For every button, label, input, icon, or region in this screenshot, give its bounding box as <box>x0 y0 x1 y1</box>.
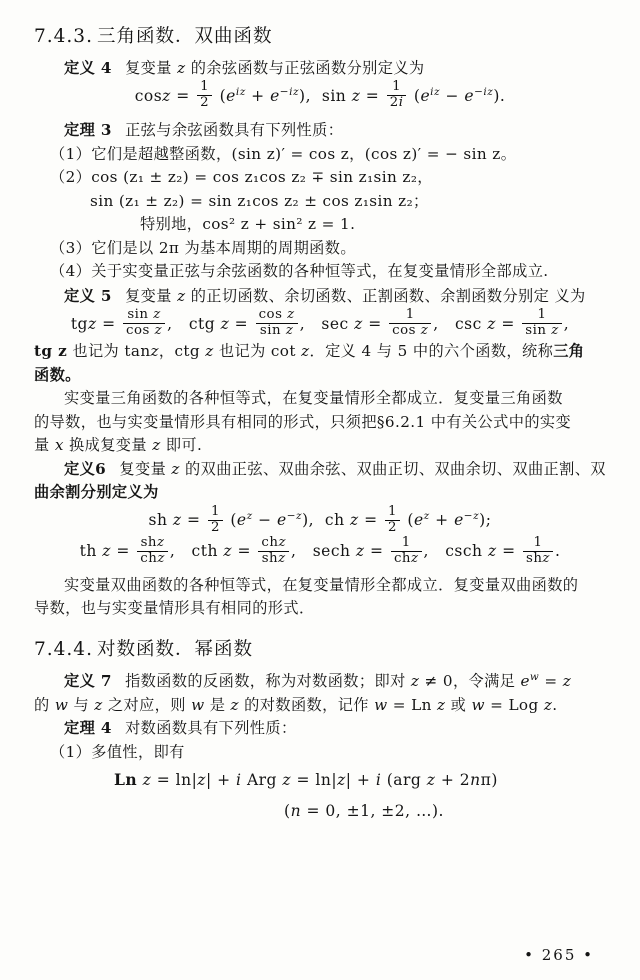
theorem-4-formula-1: Ln z = ln|z| + i Arg z = ln|z| + i (arg z + 2nπ) <box>114 770 498 790</box>
paragraph-1-line-a: 实变量三角函数的各种恒等式，在复变量情形全都成立．复变量三角函数 <box>64 389 563 408</box>
theorem-3-item-2c: 特别地，cos² z + sin² z = 1. <box>140 215 356 234</box>
theorem-3-item-2a: （2）cos (z₁ ± z₂) = cos z₁cos z₂ ∓ sin z₁sin z₂， <box>50 168 433 187</box>
theorem-3-item-4: （4）关于实变量正弦与余弦函数的各种恒等式，在复变量情形全部成立. <box>50 262 549 281</box>
definition-5-formula: tgz = $\frac{\text{sin z}}{\text{cos z}}$ , ctg z = $\frac{\text{cos z}}{\text{sin z}}$ , sec z = $\frac{1}{\text{cos z}}$ , csc z = $\frac{1}{\text{sin z}}$ , <box>70 307 570 339</box>
theorem-4-item-1: （1）多值性，即有 <box>50 742 185 761</box>
section-title-743: 三角函数．双曲函数 <box>96 26 273 47</box>
theorem-3-item-3: （3）它们是以 2π 为基本周期的周期函数。 <box>50 238 356 257</box>
definition-7-text-a: 指数函数的反函数，称为对数函数；即对 z ≠ 0，令满足 $e^w = z$ <box>125 671 572 691</box>
paragraph-1-line-c: 量 x 换成复变量 z 即可. <box>34 436 203 455</box>
paragraph-2-line-b: 导数，也与实变量情形具有相同的形式． <box>34 599 315 618</box>
definition-6-intro <box>64 458 606 482</box>
definition-6-formula-1: sh z = $\frac{1}{2}$ $(e^z - e^{-z})$, ch z = $\frac{1}{2}$ $(e^z + e^{-z})$; <box>148 503 492 535</box>
definition-4-text: 复变量 z 的余弦函数与正弦函数分别定义为 <box>125 59 425 77</box>
definition-5-intro <box>64 284 606 309</box>
definition-4-label: 定义 4 <box>64 59 112 77</box>
definition-5-note-b: 函数。 <box>34 365 81 384</box>
section-heading-743 <box>34 22 606 48</box>
definition-5-label: 定义 5 <box>64 287 112 306</box>
theorem-3-label: 定理 3 <box>64 121 112 140</box>
theorem-4-intro <box>64 717 606 741</box>
definition-4-intro <box>64 56 606 81</box>
definition-6-text-b: 曲余割分别定义为 <box>34 483 159 502</box>
theorem-3-item-2b: sin (z₁ ± z₂) = sin z₁cos z₂ ± cos z₁sin z₂； <box>90 191 429 210</box>
theorem-4-label: 定理 4 <box>64 719 112 738</box>
section-title-744: 对数函数．幂函数 <box>96 639 253 660</box>
page-number: • 265 • <box>524 946 594 964</box>
paragraph-1-line-b: 的导数，也与实变量情形具有相同的形式，只须把§6.2.1 中有关公式中的实变 <box>34 412 572 431</box>
section-heading-744 <box>34 635 606 661</box>
definition-6-label: 定义6 <box>64 459 107 478</box>
definition-6-text-a: 复变量 z 的双曲正弦、双曲余弦、双曲正切、双曲余切、双曲正割、双 <box>119 459 606 478</box>
definition-5-note-a: tg z 也记为 tanz，ctg z 也记为 cot z．定义 4 与 5 中的六个函数，统称三角 <box>34 342 585 361</box>
definition-7-intro <box>64 669 606 694</box>
theorem-4-formula-2: (n = 0, ±1, ±2, …). <box>284 802 444 821</box>
definition-7-label: 定义 7 <box>64 672 112 691</box>
definition-5-text: 复变量 z 的正切函数、余切函数、正割函数、余割函数分别定 义为 <box>125 287 586 306</box>
section-number-744: 7.4.4. <box>34 639 93 660</box>
definition-7-text-b: 的 w 与 z 之对应，则 w 是 z 的对数函数，记作 w = Ln z 或 w = Log z. <box>34 695 558 714</box>
definition-4-formula: cosz = $\frac{1}{2}$ $(e^{iz} + e^{-iz})$, sin z = $\frac{1}{2i}$ $(e^{iz} - e^{-iz})$. <box>134 79 506 111</box>
theorem-3-text: 正弦与余弦函数具有下列性质： <box>125 121 344 140</box>
theorem-4-text: 对数函数具有下列性质： <box>125 719 297 738</box>
paragraph-2-line-a: 实变量双曲函数的各种恒等式，在复变量情形全都成立．复变量双曲函数的 <box>64 575 579 594</box>
theorem-3-intro <box>64 118 606 143</box>
definition-6-formula-2: th z = $\frac{\text{shz}}{\text{chz}}$ , cth z = $\frac{\text{chz}}{\text{shz}}$ , sech z = $\frac{1}{\text{chz}}$ , csch z = $\frac{1}{\text{shz}}$ . <box>79 535 561 566</box>
theorem-3-item-1: （1）它们是超越整函数，(sin z)′ = cos z，(cos z)′ = − sin z。 <box>50 144 517 163</box>
page-content <box>34 8 606 827</box>
section-number-743: 7.4.3. <box>34 26 93 47</box>
